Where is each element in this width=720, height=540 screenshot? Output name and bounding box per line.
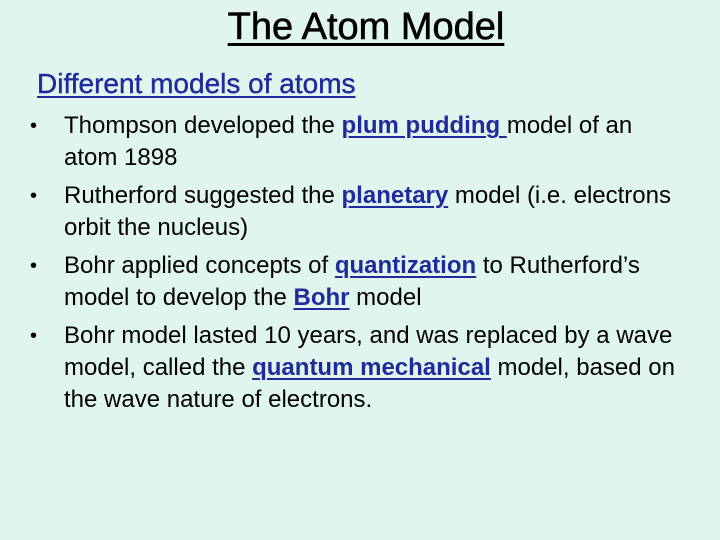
bullet-text: to Rutherford’s model to develop the: [64, 252, 640, 311]
slide-subtitle: Different models of atoms: [37, 68, 356, 99]
bullet-item-thompson: [0, 110, 720, 174]
bullet-dot-icon: •: [30, 255, 38, 277]
bullet-text: Bohr model lasted 10 years, and was replaced by a wave model, called the: [64, 322, 673, 381]
bullet-item-bohr-quantization: [0, 250, 720, 314]
bullet-dot-icon: •: [30, 185, 38, 207]
bullet-text: Thompson developed the: [64, 112, 342, 139]
bullet-text: Bohr applied concepts of: [64, 252, 335, 279]
keyword-quantization: quantization: [334, 252, 477, 279]
bullet-text: model (i.e. electrons orbit the nucleus): [64, 182, 671, 241]
bullet-text: model: [349, 284, 422, 311]
keyword-plum-pudding: plum pudding: [341, 112, 507, 139]
bullet-item-wave-model: [0, 320, 720, 416]
bullet-dot-icon: •: [30, 115, 38, 137]
bullet-text: model, based on the wave nature of electrons.: [64, 354, 675, 413]
bullet-text: Rutherford suggested the: [64, 182, 342, 209]
keyword-planetary: planetary: [341, 182, 449, 209]
slide-title-text: The Atom Model: [227, 6, 505, 48]
bullet-list: [0, 110, 720, 422]
slide-title: [0, 4, 720, 50]
keyword-quantum-mechanical: quantum mechanical: [252, 354, 491, 381]
bullet-text: model of an atom 1898: [64, 112, 633, 171]
bullet-dot-icon: •: [30, 325, 38, 347]
keyword-bohr: Bohr: [293, 284, 350, 311]
bullet-item-rutherford: [0, 180, 720, 244]
